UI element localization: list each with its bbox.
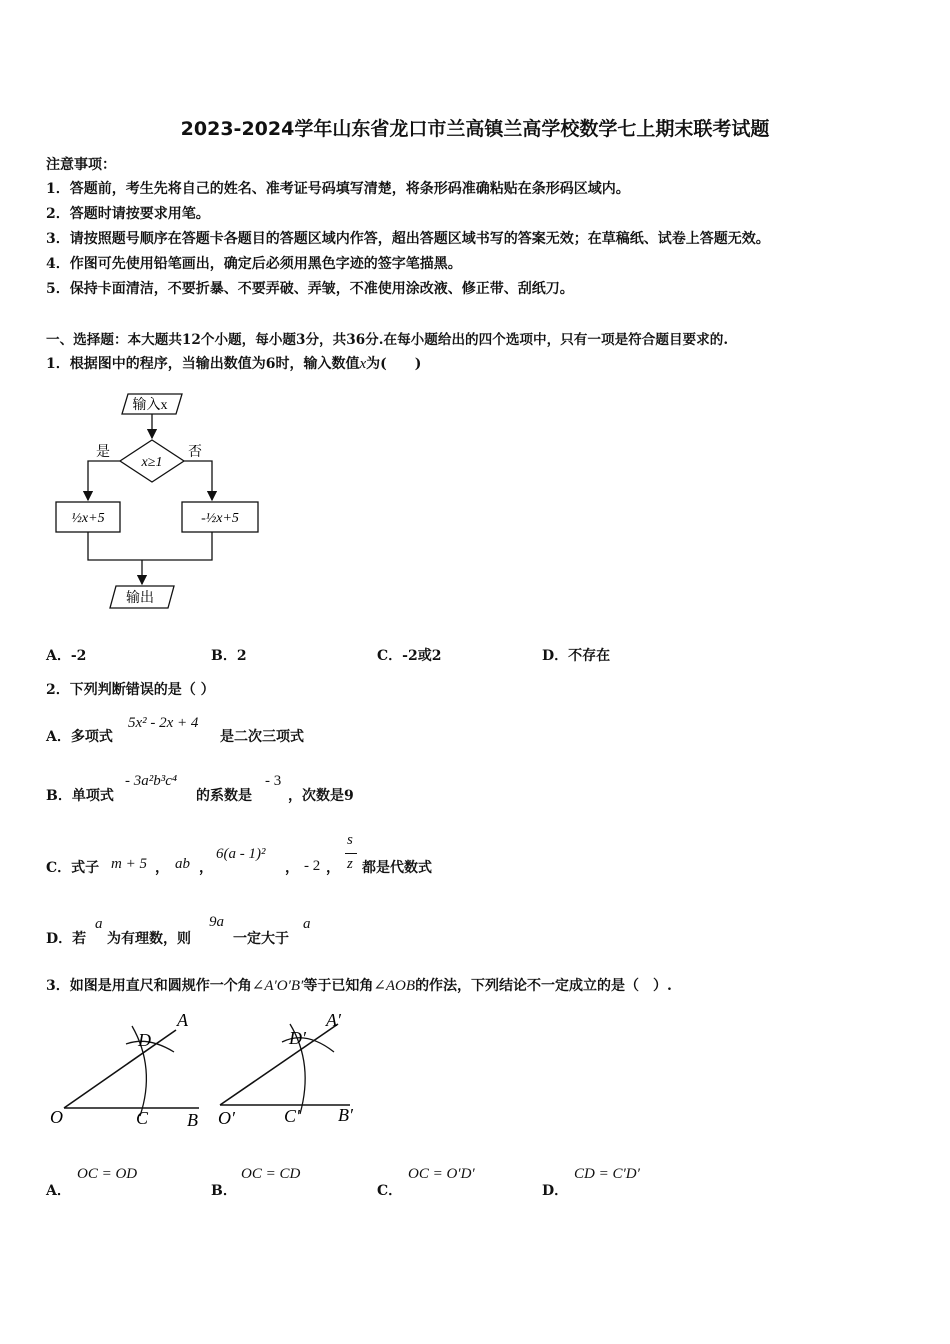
q2-c-frac-den: z (347, 856, 353, 872)
q1-option-d[interactable]: D．不存在 (542, 648, 611, 664)
label-b-prime: B′ (338, 1105, 353, 1125)
flowchart-diagram (50, 388, 280, 620)
q2-a-math: 5x² - 2x + 4 (128, 715, 199, 731)
label-o: O (50, 1107, 63, 1127)
q2-d-post: 一定大于 (233, 931, 289, 947)
question-1-stem: 1．根据图中的程序，当输出数值为6时，输入数值x为( ) (46, 356, 422, 372)
q2-b-value: - 3 (265, 773, 282, 789)
q3-option-a[interactable]: A． (46, 1183, 71, 1199)
question-2-stem: 2．下列判断错误的是（ ） (46, 682, 215, 698)
q1-option-a[interactable]: A．-2 (46, 648, 87, 664)
notice-heading: 注意事项： (46, 157, 116, 173)
flow-right-expr: -½x+5 (201, 511, 239, 526)
section-heading: 一、选择题：本大题共12个小题，每小题3分，共36分.在每小题给出的四个选项中，只有一项是符合题目要求的. (46, 332, 729, 348)
notice-item: 3．请按照题号顺序在答题卡各题目的答题区域内作答，超出答题区域书写的答案无效；在草稿纸、试卷上答题无效。 (46, 231, 770, 247)
q2-c-expr-2: ab (175, 856, 190, 872)
label-c-prime: C′ (284, 1106, 300, 1126)
angle-construction-figure (44, 1008, 374, 1136)
q2-b-post: ，次数是9 (288, 788, 354, 804)
q1-option-b[interactable]: B．2 (211, 648, 247, 664)
flow-condition-label: x≥1 (141, 455, 163, 470)
q2-c-expr-3: 6(a - 1)² (216, 846, 266, 862)
q2-c-sep: ， (285, 860, 299, 876)
q2-c-sep: ， (199, 860, 213, 876)
notice-item: 1．答题前，考生先将自己的姓名、准考证号码填写清楚，将条形码准确粘贴在条形码区域内。 (46, 181, 630, 197)
q3-option-b[interactable]: B． (211, 1183, 237, 1199)
question-3-stem: 3．如图是用直尺和圆规作一个角∠A′O′B′等于已知角∠AOB的作法，下列结论不一定成立的是（ ）. (46, 978, 672, 994)
q2-option-a[interactable]: A．多项式 (46, 729, 113, 745)
q2-c-sep: ， (155, 860, 169, 876)
label-c: C (136, 1108, 149, 1128)
q1-option-c[interactable]: C．-2或2 (377, 648, 442, 664)
label-b: B (187, 1110, 198, 1130)
flow-input-label: 输入x (132, 398, 168, 413)
notice-item: 5．保持卡面清洁，不要折暴、不要弄破、弄皱，不准使用涂改液、修正带、刮纸刀。 (46, 281, 574, 297)
flow-output-label: 输出 (126, 591, 154, 606)
q2-b-mid: 的系数是 (196, 788, 252, 804)
label-a: A (177, 1010, 188, 1030)
q2-c-expr-1: m + 5 (111, 856, 147, 872)
flow-left-expr: ½x+5 (71, 511, 105, 526)
q2-option-c[interactable]: C．式子 (46, 860, 100, 876)
notice-item: 2．答题时请按要求用笔。 (46, 206, 210, 222)
flow-yes-label: 是 (96, 445, 110, 460)
q3-option-d[interactable]: D． (542, 1183, 569, 1199)
q2-option-d[interactable]: D．若 (46, 931, 87, 947)
page-title: 2023-2024学年山东省龙口市兰高镇兰高学校数学七上期末联考试题 (180, 118, 770, 140)
label-o-prime: O′ (218, 1108, 235, 1128)
q3-option-d-math: CD = C′D′ (574, 1166, 640, 1182)
q2-d-var-a: a (303, 916, 311, 932)
notice-item: 4．作图可先使用铅笔画出，确定后必须用黑色字迹的签字笔描黑。 (46, 256, 462, 272)
q2-d-mid: 为有理数，则 (107, 931, 191, 947)
q2-d-var-a: a (95, 916, 103, 932)
q2-b-math: - 3a²b³c⁴ (125, 773, 178, 789)
q3-option-b-math: OC = CD (241, 1166, 301, 1182)
q3-option-a-math: OC = OD (77, 1166, 138, 1182)
q2-c-expr-4: - 2 (304, 858, 321, 874)
q3-option-c-math: OC = O′D′ (408, 1166, 475, 1182)
label-d: D (138, 1030, 151, 1050)
q2-c-frac-bar (345, 853, 357, 854)
q2-c-post: 都是代数式 (362, 860, 432, 876)
q2-d-9a: 9a (209, 914, 224, 930)
label-d-prime: D′ (289, 1028, 306, 1048)
q2-a-post: 是二次三项式 (220, 729, 304, 745)
q2-c-frac-num: s (347, 832, 353, 848)
q2-option-b[interactable]: B．单项式 (46, 788, 114, 804)
flow-no-label: 否 (188, 445, 202, 460)
q2-c-sep: ， (326, 860, 340, 876)
label-a-prime: A′ (326, 1010, 341, 1030)
q3-option-c[interactable]: C． (377, 1183, 403, 1199)
